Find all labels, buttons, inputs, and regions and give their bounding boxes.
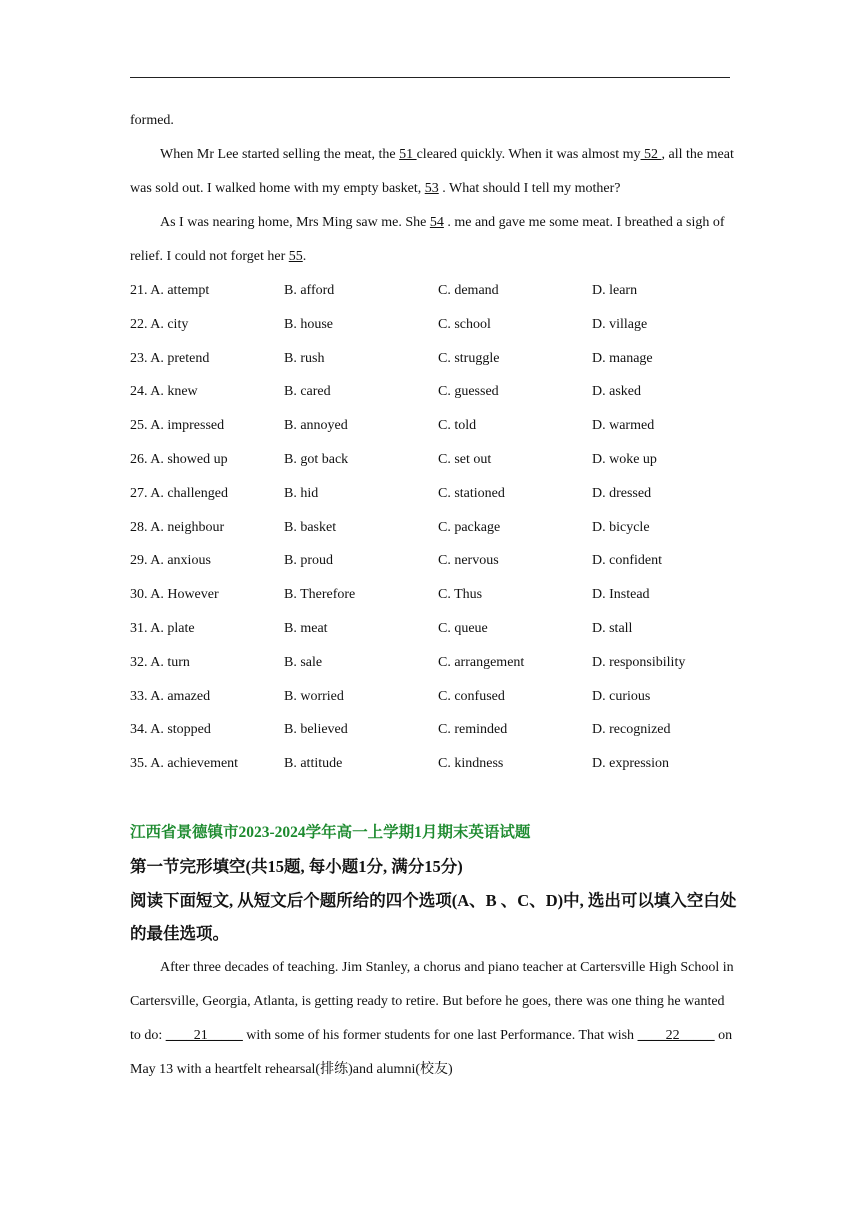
text: . What should I tell my mother? <box>438 181 621 196</box>
option-d: D. curious <box>592 688 651 704</box>
option-d: D. woke up <box>592 451 657 467</box>
text: on May 13 with a heartfelt rehearsal(排练)and alumni(校友) <box>130 1028 733 1077</box>
text: . <box>302 249 307 264</box>
question-row <box>130 646 730 680</box>
option-a: 29. A. anxious <box>130 553 211 569</box>
question-row <box>130 680 730 714</box>
option-d: D. Instead <box>592 587 650 603</box>
option-c: C. queue <box>438 620 488 636</box>
option-b: B. sale <box>284 654 323 670</box>
option-c: C. struggle <box>438 350 500 366</box>
option-c: C. school <box>438 316 491 332</box>
passage-paragraph-2 <box>130 206 734 274</box>
header-rule <box>130 77 730 78</box>
question-row <box>130 375 730 409</box>
text: cleared quickly. When it was almost my <box>416 147 641 162</box>
passage-2-paragraph-1 <box>130 951 734 1087</box>
option-b: B. cared <box>284 384 331 400</box>
question-row <box>130 511 730 545</box>
option-c: C. guessed <box>438 384 499 400</box>
source-title: 江西省景德镇市2023-2024学年高一上学期1月期末英语试题 <box>130 824 531 841</box>
option-b: B. basket <box>284 519 337 535</box>
option-b: B. proud <box>284 553 333 569</box>
option-a: 27. A. challenged <box>130 485 228 501</box>
option-a: 33. A. amazed <box>130 688 211 704</box>
option-c: C. package <box>438 519 501 535</box>
option-b: B. afford <box>284 283 335 298</box>
question-row <box>130 612 730 646</box>
option-b: B. worried <box>284 688 344 704</box>
option-b: B. Therefore <box>284 587 356 603</box>
option-c: C. told <box>438 418 477 434</box>
option-b: B. attitude <box>284 756 343 772</box>
text: When Mr Lee started selling the meat, the <box>160 147 400 162</box>
option-b: B. believed <box>284 722 348 738</box>
option-a: 31. A. plate <box>130 620 195 636</box>
option-c: C. kindness <box>438 756 504 772</box>
blank-53: 53 <box>424 181 439 196</box>
question-row <box>130 443 730 477</box>
option-a: 24. A. knew <box>130 384 198 400</box>
blank-55: 55 <box>288 249 303 264</box>
option-c: C. nervous <box>438 553 499 569</box>
instructions: 阅读下面短文, 从短文后个题所给的四个选项(A、B 、C、D)中, 选出可以填入空白处的最佳选项。 <box>130 891 737 943</box>
option-c: C. confused <box>438 688 505 704</box>
option-c: C. demand <box>438 283 499 298</box>
option-d: D. expression <box>592 756 669 772</box>
option-c: C. reminded <box>438 722 508 738</box>
option-c: C. stationed <box>438 485 505 501</box>
blank-21: ____21_____ <box>165 1028 243 1043</box>
option-d: D. village <box>592 316 648 332</box>
passage-line-formed: formed. <box>130 113 174 128</box>
option-d: D. recognized <box>592 722 671 738</box>
option-c: C. set out <box>438 451 492 467</box>
question-row <box>130 409 730 443</box>
option-a: 30. A. However <box>130 587 219 603</box>
text: , all the meat was sold out. I walked home with my empty basket, <box>130 147 734 196</box>
option-d: D. dressed <box>592 485 652 501</box>
option-b: B. house <box>284 316 333 332</box>
question-row <box>130 713 730 747</box>
question-options-list <box>130 274 730 781</box>
question-row <box>130 308 730 342</box>
question-row <box>130 342 730 376</box>
option-c: C. arrangement <box>438 654 525 670</box>
option-a: 26. A. showed up <box>130 451 228 467</box>
question-row <box>130 477 730 511</box>
option-b: B. meat <box>284 620 328 636</box>
option-a: 23. A. pretend <box>130 350 210 366</box>
option-b: B. hid <box>284 485 319 501</box>
option-d: D. bicycle <box>592 519 650 535</box>
option-b: B. got back <box>284 451 349 467</box>
option-b: B. annoyed <box>284 418 348 434</box>
option-d: D. responsibility <box>592 654 686 670</box>
option-d: D. confident <box>592 553 662 569</box>
text: . me and gave me some meat. I breathed a sigh of relief. I could not forget her <box>130 215 725 264</box>
text: After three decades of teaching. Jim Stanley, a chorus and piano teacher at Cartersville High School in Cartersville, Georgia, Atlanta, is getting ready to retire. But before he goes, there was one thing he wanted to do: <box>130 960 734 1043</box>
option-d: D. manage <box>592 350 653 366</box>
option-a: 22. A. city <box>130 316 189 332</box>
option-a: 28. A. neighbour <box>130 519 225 535</box>
option-a: 35. A. achievement <box>130 756 239 772</box>
blank-52: 52 <box>640 147 662 162</box>
option-a: 32. A. turn <box>130 654 190 670</box>
passage-paragraph-1 <box>130 138 734 206</box>
question-row <box>130 578 730 612</box>
option-d: D. asked <box>592 384 641 400</box>
question-row <box>130 747 730 781</box>
text: As I was nearing home, Mrs Ming saw me. She <box>160 215 430 230</box>
text: with some of his former students for one last Performance. That wish <box>242 1028 638 1043</box>
option-a: 25. A. impressed <box>130 418 225 434</box>
option-d: D. stall <box>592 620 633 636</box>
question-row <box>130 274 730 308</box>
option-b: B. rush <box>284 350 325 366</box>
question-row <box>130 544 730 578</box>
option-c: C. Thus <box>438 587 483 603</box>
option-a: 34. A. stopped <box>130 722 211 738</box>
blank-54: 54 <box>429 215 444 230</box>
blank-51: 51 <box>399 147 417 162</box>
blank-22: ____22_____ <box>637 1028 715 1043</box>
option-a: 21. A. attempt <box>130 283 210 298</box>
section-heading: 第一节完形填空(共15题, 每小题1分, 满分15分) <box>130 857 463 876</box>
option-d: D. warmed <box>592 418 655 434</box>
option-d: D. learn <box>592 283 638 298</box>
